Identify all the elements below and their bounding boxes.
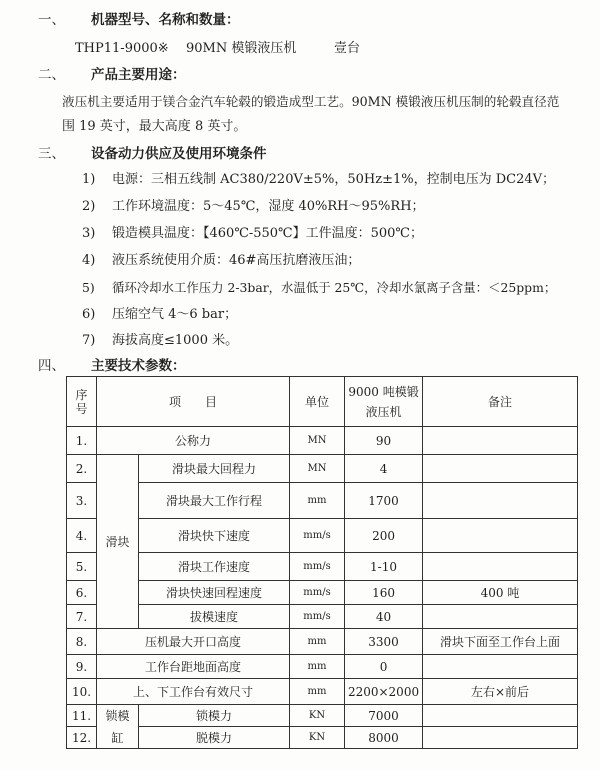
table-row [67,679,578,705]
row-remark [423,455,578,483]
condition-text: 锻造模具温度：【460℃-550℃】工件温度：500℃； [112,226,423,241]
row-item: 工作台距地面高度 [97,655,290,679]
row-unit: mm [290,483,345,519]
row-unit: KN [290,705,345,727]
row-unit: mm/s [290,581,345,605]
table-row [67,629,578,655]
table-row [67,605,578,629]
section-1-number: 一、 [38,12,65,28]
row-unit: mm/s [290,519,345,553]
usage-line-1: 液压机主要适用于镁合金汽车轮毂的锻造成型工艺。90MN 模锻液压机压制的轮毂直径范 [62,94,560,109]
condition-number: 3) [82,226,96,241]
row-unit: mm [290,655,345,679]
row-number: 7. [67,605,97,629]
row-remark [423,519,578,553]
row-remark [423,553,578,581]
condition-item [82,226,423,242]
condition-text: 循环冷却水工作压力 2-3bar，水温低于 25℃，冷却水氯离子含量：＜25ppm； [112,280,557,295]
condition-number: 4) [82,253,96,268]
row-number: 9. [67,655,97,679]
row-remark [423,483,578,519]
table-row [67,553,578,581]
row-item: 脱模力 [139,727,290,749]
row-item: 上、下工作台有效尺寸 [97,679,290,705]
row-unit: MN [290,455,345,483]
condition-number: 5) [82,280,95,295]
row-remark: 滑块下面至工作台上面 [423,629,578,655]
row-value: 4 [345,455,423,483]
row-remark [423,605,578,629]
condition-text: 工作环境温度：5～45℃，湿度 40%RH～95%RH； [112,199,425,214]
section-4-number: 四、 [38,358,65,374]
header-value: 9000 吨模锻 液压机 [345,377,423,427]
row-number: 2. [67,455,97,483]
section-2-number: 二、 [38,67,65,83]
row-number: 8. [67,629,97,655]
row-item: 滑块最大回程力 [139,455,290,483]
condition-item [82,280,556,296]
section-2-title: 产品主要用途： [91,67,186,83]
header-remark: 备注 [423,377,578,427]
row-number: 12. [67,727,97,749]
row-unit: mm/s [290,553,345,581]
condition-item [82,333,238,349]
section-1-title: 机器型号、名称和数量： [91,12,240,28]
table-row [67,483,578,519]
row-remark [423,705,578,727]
row-item: 滑块快下速度 [139,519,290,553]
row-number: 3. [67,483,97,519]
row-value: 8000 [345,727,423,749]
row-number: 1. [67,427,97,455]
spec-table [66,376,578,749]
table-row [67,655,578,679]
row-remark: 400 吨 [423,581,578,605]
row-item: 公称力 [97,427,290,455]
condition-item [82,199,425,215]
condition-number: 1) [82,172,96,187]
section-1-heading [38,12,65,28]
row-value: 1700 [345,483,423,519]
table-row [67,705,578,727]
row-remark [423,727,578,749]
condition-number: 2) [82,199,96,214]
row-number: 4. [67,519,97,553]
header-unit: 单位 [290,377,345,427]
row-value: 3300 [345,629,423,655]
row-item: 滑块快速回程速度 [139,581,290,605]
row-item: 滑块工作速度 [139,553,290,581]
row-item: 滑块最大工作行程 [139,483,290,519]
row-remark: 左右×前后 [423,679,578,705]
table-row [67,519,578,553]
row-unit: mm [290,679,345,705]
condition-number: 6) [82,307,96,322]
row-value: 40 [345,605,423,629]
condition-text: 压缩空气 4～6 bar； [112,307,238,322]
table-row [67,455,578,483]
group-lock: 锁模 缸 [97,705,139,749]
condition-text: 电源：三相五线制 AC380/220V±5%，50Hz±1%，控制电压为 DC24V； [112,172,556,187]
row-value: 7000 [345,705,423,727]
row-value: 2200×2000 [345,679,423,705]
header-item: 项 目 [97,377,290,427]
model-quantity: 壹台 [334,41,361,56]
row-remark [423,655,578,679]
row-unit: KN [290,727,345,749]
row-value: 160 [345,581,423,605]
row-number: 10. [67,679,97,705]
row-remark [423,427,578,455]
condition-text: 海拔高度≤1000 米。 [112,333,239,348]
group-slider: 滑块 [97,455,139,629]
table-row [67,581,578,605]
table-row [67,427,578,455]
table-row [67,727,578,749]
section-3-title: 设备动力供应及使用环境条件 [91,146,267,162]
row-number: 11. [67,705,97,727]
row-unit: mm/s [290,605,345,629]
row-value: 200 [345,519,423,553]
section-3-number: 三、 [38,146,65,162]
row-number: 6. [67,581,97,605]
row-unit: MN [290,427,345,455]
header-seq: 序 号 [67,377,97,427]
usage-line-2: 围 19 英寸，最大高度 8 英寸。 [62,119,247,134]
condition-item [82,307,237,323]
row-item: 拔模速度 [139,605,290,629]
table-header-row [67,377,578,427]
row-item: 锁模力 [139,705,290,727]
model-code: THP11-9000※ [75,41,169,56]
condition-item [82,172,555,188]
condition-number: 7) [82,333,96,348]
model-name: 90MN 模锻液压机 [186,41,297,56]
row-value: 1-10 [345,553,423,581]
row-number: 5. [67,553,97,581]
condition-text: 液压系统使用介质：46#高压抗磨液压油； [112,253,361,268]
section-4-title: 主要技术参数： [91,358,186,374]
condition-item [82,253,360,269]
row-value: 90 [345,427,423,455]
row-item: 压机最大开口高度 [97,629,290,655]
row-unit: mm [290,629,345,655]
row-value: 0 [345,655,423,679]
